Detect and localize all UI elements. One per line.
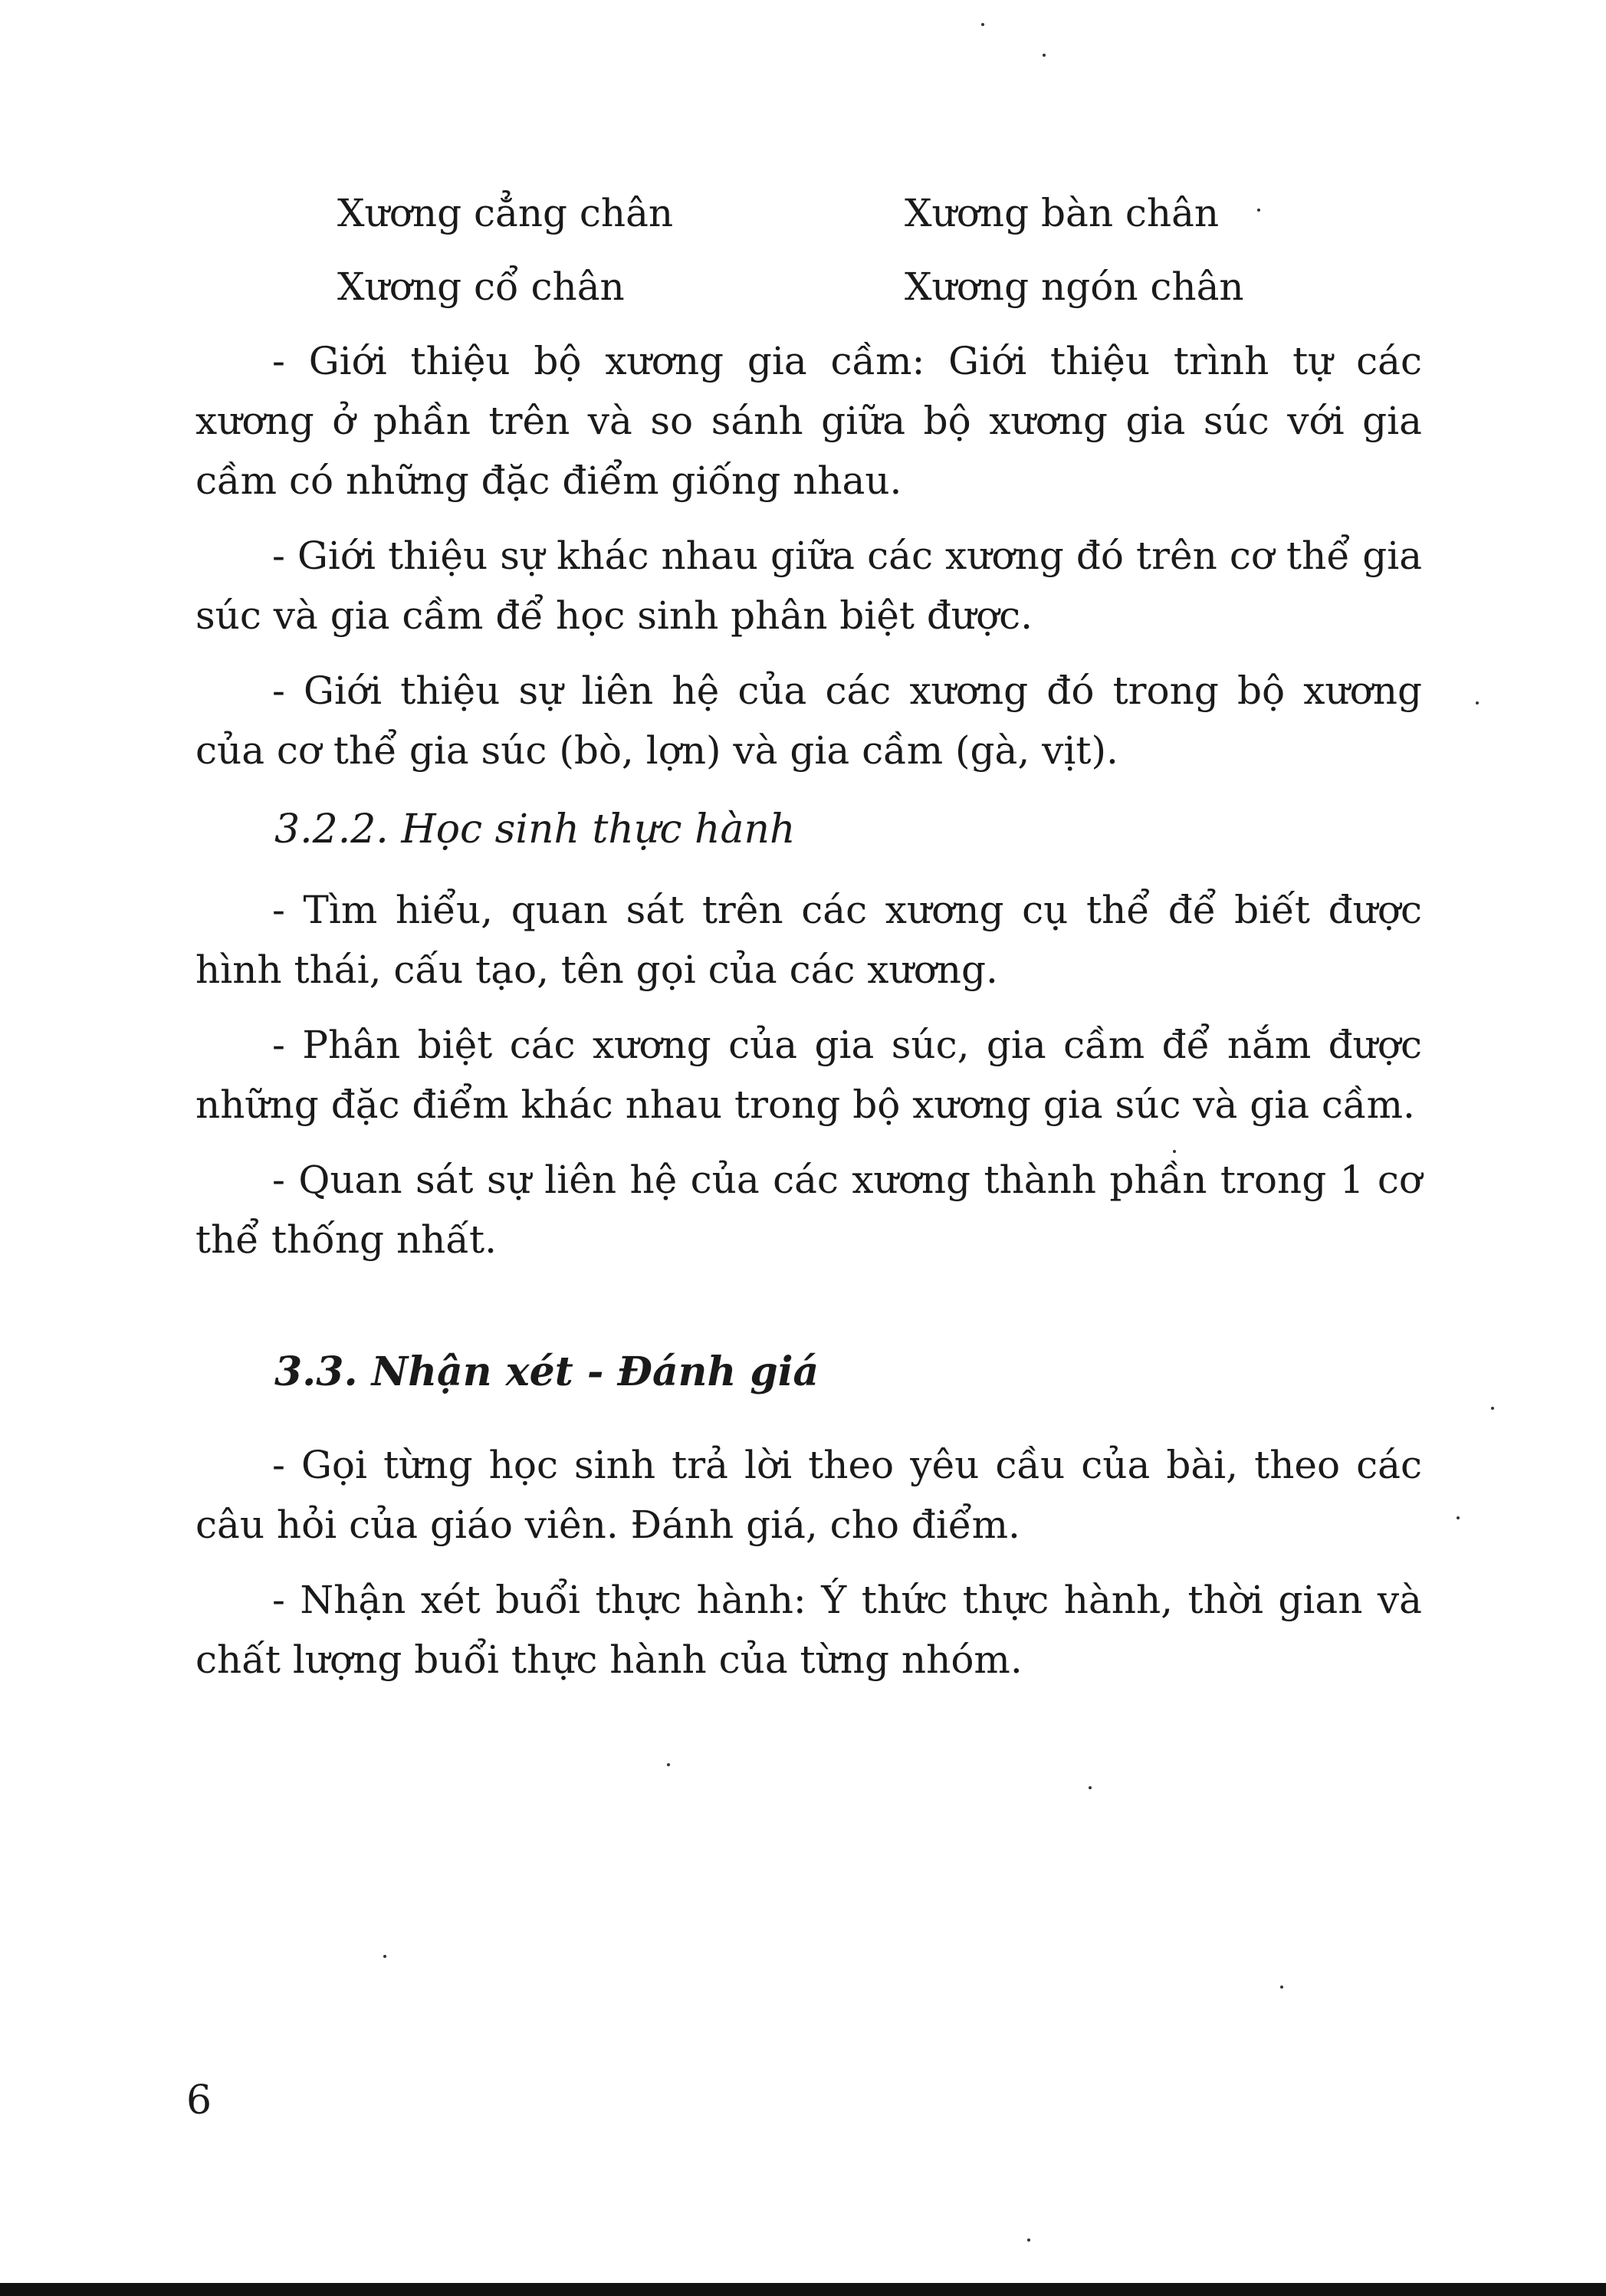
bone-name: Xương ngón chân bbox=[905, 264, 1244, 309]
scan-speck bbox=[981, 23, 984, 26]
paragraph: - Giới thiệu sự liên hệ của các xương đó trong bộ xương của cơ thể gia súc (bò, lợn) và gia cầm (gà, vịt). bbox=[195, 668, 1422, 773]
scan-speck bbox=[1043, 54, 1046, 57]
paragraph: - Giới thiệu sự khác nhau giữa các xương đó trên cơ thể gia súc và gia cầm để học sinh phân biệt được. bbox=[195, 534, 1422, 638]
paragraph-group-3 bbox=[195, 1435, 1422, 1690]
scan-bottom-border bbox=[0, 2283, 1606, 2296]
scan-speck bbox=[1089, 1786, 1092, 1789]
scan-speck bbox=[1280, 1986, 1283, 1989]
paragraph: - Nhận xét buổi thực hành: Ý thức thực hành, thời gian và chất lượng buổi thực hành của từng nhóm. bbox=[195, 1578, 1422, 1682]
paragraph-group-1 bbox=[195, 331, 1422, 780]
scan-speck bbox=[383, 1955, 386, 1958]
section-heading-3-3: 3.3. Nhận xét - Đánh giá bbox=[274, 1348, 819, 1395]
paragraph: - Gọi từng học sinh trả lời theo yêu cầu của bài, theo các câu hỏi của giáo viên. Đánh giá, cho điểm. bbox=[195, 1443, 1422, 1547]
bone-name: Xương bàn chân bbox=[905, 191, 1220, 235]
paragraph: - Quan sát sự liên hệ của các xương thành phần trong 1 cơ thể thống nhất. bbox=[195, 1158, 1422, 1262]
paragraph: - Phân biệt các xương của gia súc, gia cầm để nắm được những đặc điểm khác nhau trong bộ xương gia súc và gia cầm. bbox=[195, 1023, 1422, 1127]
page-number: 6 bbox=[186, 2078, 212, 2124]
section-heading-3-2-2: 3.2.2. Học sinh thực hành bbox=[274, 806, 796, 852]
scan-speck bbox=[1027, 2239, 1030, 2242]
bone-name: Xương cổ chân bbox=[337, 264, 625, 309]
paragraph: - Tìm hiểu, quan sát trên các xương cụ thể để biết được hình thái, cấu tạo, tên gọi của các xương. bbox=[195, 888, 1422, 992]
scan-speck bbox=[1457, 1516, 1460, 1519]
scan-speck bbox=[1491, 1407, 1494, 1410]
scan-speck bbox=[1476, 701, 1479, 705]
bone-name: Xương cẳng chân bbox=[337, 191, 674, 235]
scan-speck bbox=[1173, 1150, 1176, 1153]
paragraph-group-2 bbox=[195, 880, 1422, 1270]
scan-speck bbox=[667, 1763, 670, 1766]
paragraph: - Giới thiệu bộ xương gia cầm: Giới thiệu trình tự các xương ở phần trên và so sánh giữa bộ xương gia súc với gia cầm có những đặc điểm giống nhau. bbox=[195, 339, 1422, 503]
scan-speck bbox=[1257, 209, 1260, 212]
